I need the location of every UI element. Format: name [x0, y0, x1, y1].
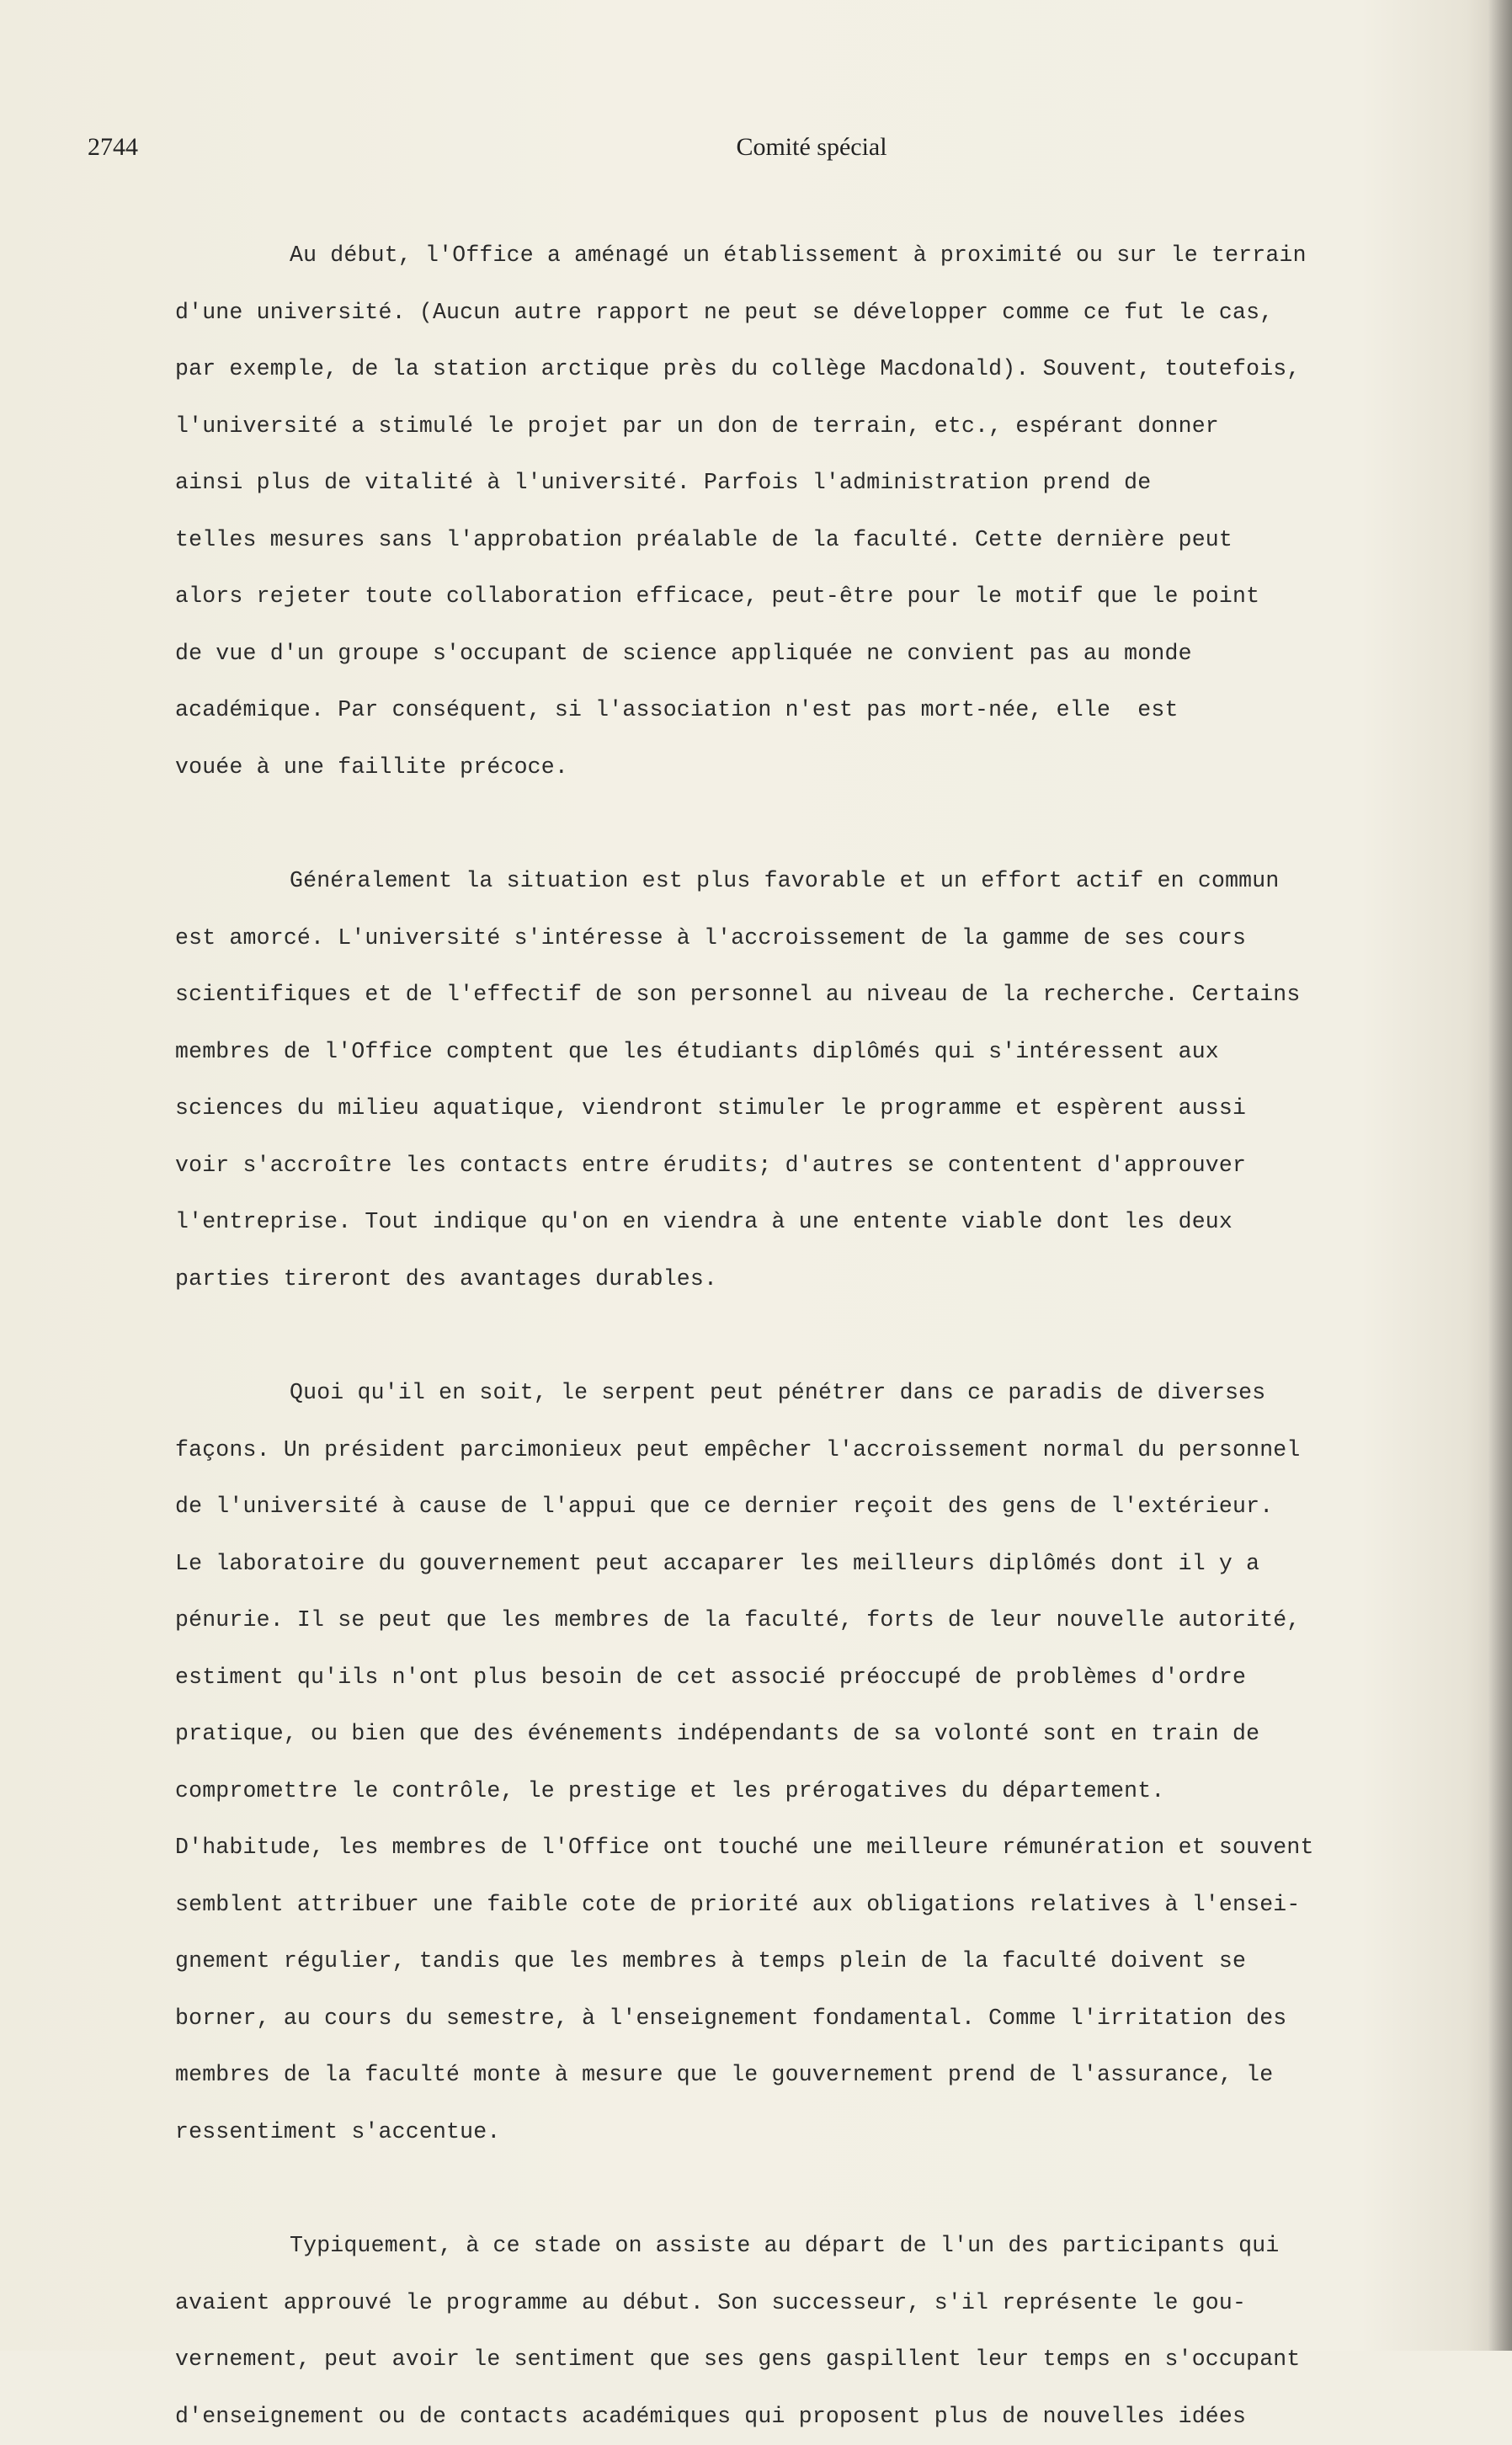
- paragraph-2: [175, 853, 1379, 1308]
- text-line: compromettre le contrôle, le prestige et les prérogatives du département.: [175, 1763, 1379, 1820]
- text-line: Quoi qu'il en soit, le serpent peut pénétrer dans ce paradis de diverses: [175, 1365, 1379, 1422]
- text-line: Généralement la situation est plus favorable et un effort actif en commun: [175, 853, 1379, 910]
- paragraph-3: [175, 1365, 1379, 2160]
- page-gutter-shadow: [1488, 0, 1512, 2351]
- text-line: avaient approuvé le programme au début. Son successeur, s'il représente le gou-: [175, 2275, 1379, 2332]
- text-line: gnement régulier, tandis que les membres à temps plein de la faculté doivent se: [175, 1933, 1379, 1990]
- text-line: parties tireront des avantages durables.: [175, 1251, 1379, 1308]
- text-line: membres de l'Office comptent que les étudiants diplômés qui s'intéressent aux: [175, 1024, 1379, 1081]
- text-line: pénurie. Il se peut que les membres de la faculté, forts de leur nouvelle autorité,: [175, 1592, 1379, 1649]
- page-number: 2744: [88, 133, 138, 162]
- text-line: façons. Un président parcimonieux peut empêcher l'accroissement normal du personnel: [175, 1422, 1379, 1479]
- text-line: académique. Par conséquent, si l'association n'est pas mort-née, elle est: [175, 682, 1379, 739]
- running-title: Comité spécial: [677, 133, 946, 162]
- text-line: estiment qu'ils n'ont plus besoin de cet associé préoccupé de problèmes d'ordre: [175, 1649, 1379, 1707]
- body-text: [175, 227, 1379, 2445]
- paragraph-4: [175, 2218, 1379, 2445]
- text-line: membres de la faculté monte à mesure que le gouvernement prend de l'assurance, le: [175, 2047, 1379, 2104]
- text-line: semblent attribuer une faible cote de priorité aux obligations relatives à l'ensei-: [175, 1877, 1379, 1934]
- text-line: l'université a stimulé le projet par un don de terrain, etc., espérant donner: [175, 398, 1379, 455]
- text-line: alors rejeter toute collaboration efficace, peut-être pour le motif que le point: [175, 568, 1379, 626]
- text-line: l'entreprise. Tout indique qu'on en viendra à une entente viable dont les deux: [175, 1194, 1379, 1251]
- text-line: voir s'accroître les contacts entre érudits; d'autres se contentent d'approuver: [175, 1137, 1379, 1195]
- text-line: Le laboratoire du gouvernement peut accaparer les meilleurs diplômés dont il y a: [175, 1536, 1379, 1593]
- text-line: de l'université à cause de l'appui que ce dernier reçoit des gens de l'extérieur.: [175, 1478, 1379, 1536]
- text-line: est amorcé. L'université s'intéresse à l'accroissement de la gamme de ses cours: [175, 910, 1379, 967]
- paragraph-1: [175, 227, 1379, 796]
- text-line: borner, au cours du semestre, à l'enseignement fondamental. Comme l'irritation des: [175, 1990, 1379, 2048]
- text-line: D'habitude, les membres de l'Office ont touché une meilleure rémunération et souvent: [175, 1819, 1379, 1877]
- text-line: Au début, l'Office a aménagé un établissement à proximité ou sur le terrain: [175, 227, 1379, 285]
- text-line: pratique, ou bien que des événements indépendants de sa volonté sont en train de: [175, 1706, 1379, 1763]
- text-line: ainsi plus de vitalité à l'université. Parfois l'administration prend de: [175, 455, 1379, 512]
- text-line: telles mesures sans l'approbation préalable de la faculté. Cette dernière peut: [175, 512, 1379, 569]
- text-line: par exemple, de la station arctique près du collège Macdonald). Souvent, toutefois,: [175, 341, 1379, 398]
- text-line: scientifiques et de l'effectif de son personnel au niveau de la recherche. Certains: [175, 967, 1379, 1024]
- text-line: ressentiment s'accentue.: [175, 2104, 1379, 2161]
- text-line: Typiquement, à ce stade on assiste au départ de l'un des participants qui: [175, 2218, 1379, 2275]
- text-line: vernement, peut avoir le sentiment que ses gens gaspillent leur temps en s'occupant: [175, 2331, 1379, 2389]
- text-line: de vue d'un groupe s'occupant de science appliquée ne convient pas au monde: [175, 626, 1379, 683]
- text-line: vouée à une faillite précoce.: [175, 739, 1379, 796]
- text-line: d'une université. (Aucun autre rapport ne peut se développer comme ce fut le cas,: [175, 285, 1379, 342]
- page-header: [88, 133, 1360, 167]
- text-line: sciences du milieu aquatique, viendront stimuler le programme et espèrent aussi: [175, 1080, 1379, 1137]
- text-line: d'enseignement ou de contacts académiques qui proposent plus de nouvelles idées: [175, 2389, 1379, 2445]
